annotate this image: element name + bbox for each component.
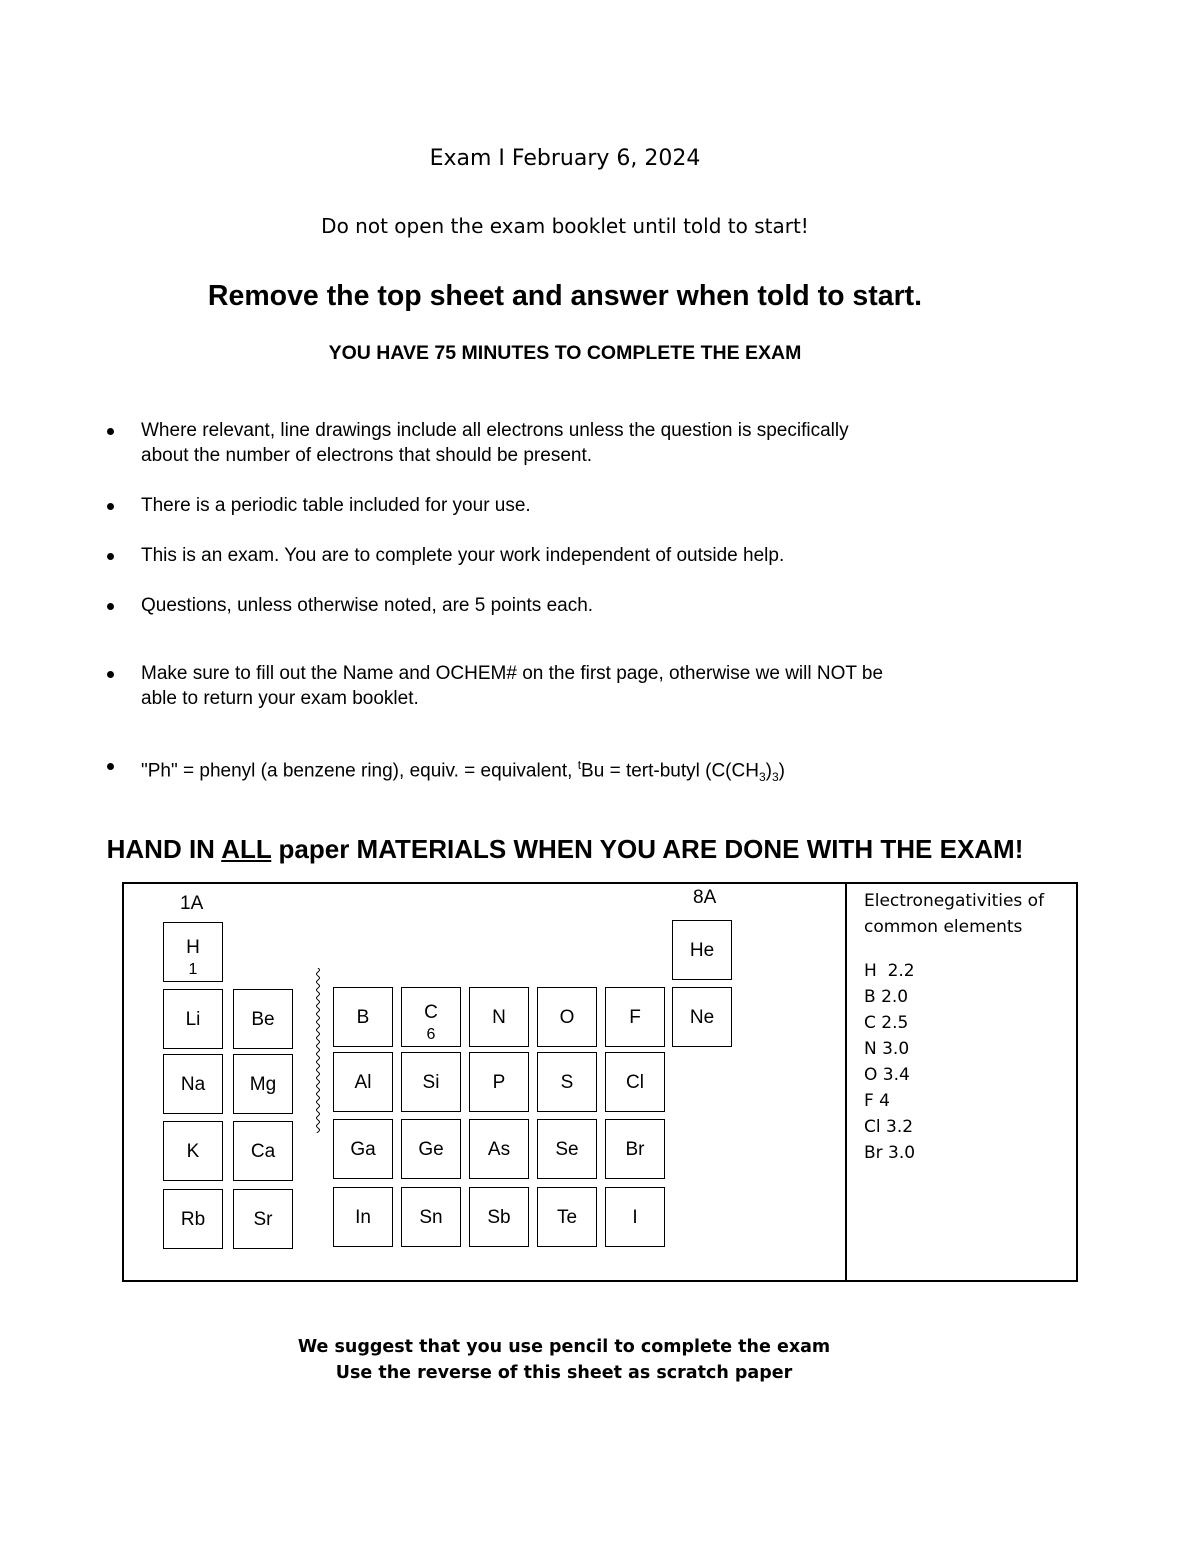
abbrev-part: Bu = tert-butyl (C(CH	[581, 760, 759, 782]
element-cell-sr	[233, 1189, 293, 1249]
element-symbol: Te	[556, 1207, 578, 1228]
instruction-item	[100, 661, 1000, 711]
electronegativity-value: C 2.5	[864, 1013, 909, 1033]
bullet-icon	[107, 763, 114, 770]
element-symbol: I	[632, 1207, 638, 1228]
bullet-icon	[107, 428, 114, 435]
instruction-text: Make sure to fill out the Name and OCHEM# on the first page, otherwise we will NOT be	[141, 663, 884, 684]
element-symbol: As	[487, 1139, 511, 1160]
electronegativity-heading: Electronegativities of	[864, 891, 1045, 911]
electronegativity-value: F 4	[864, 1091, 890, 1111]
element-symbol: In	[355, 1207, 371, 1228]
electronegativity-value: Br 3.0	[864, 1143, 916, 1163]
element-atomic-number: 1	[188, 961, 198, 978]
element-symbol: Sn	[419, 1207, 443, 1228]
element-cell-te	[537, 1187, 597, 1247]
element-cell-ge	[401, 1119, 461, 1179]
element-symbol: N	[492, 1007, 506, 1028]
element-cell-rb	[163, 1189, 223, 1249]
instruction-item	[100, 543, 1000, 568]
periodic-table-divider	[845, 882, 847, 1282]
element-symbol: Na	[180, 1074, 206, 1095]
instruction-text-continued: able to return your exam booklet.	[141, 688, 419, 709]
element-cell-i	[605, 1187, 665, 1247]
abbreviations-text	[141, 753, 1000, 790]
element-cell-he	[672, 920, 732, 980]
element-cell-sn	[401, 1187, 461, 1247]
element-symbol: Br	[625, 1139, 645, 1160]
element-cell-sb	[469, 1187, 529, 1247]
hand-in-text: paper MATERIALS WHEN YOU ARE DONE WITH THE EXAM!	[271, 834, 1024, 864]
element-symbol: Ge	[418, 1139, 444, 1160]
abbrev-part: "Ph" = phenyl (a benzene ring), equiv. = equivalent,	[141, 760, 578, 782]
element-symbol: Mg	[249, 1074, 277, 1095]
element-symbol: Sb	[487, 1207, 511, 1228]
hand-in-notice	[0, 834, 1130, 865]
element-cell-h	[163, 922, 223, 982]
electronegativity-heading: common elements	[864, 917, 1023, 937]
electronegativity-value: Cl 3.2	[864, 1117, 914, 1137]
element-symbol: Ca	[250, 1141, 276, 1162]
element-symbol: Li	[185, 1009, 201, 1030]
electronegativity-value: H 2.2	[864, 961, 915, 981]
time-limit-notice: YOU HAVE 75 MINUTES TO COMPLETE THE EXAM	[328, 342, 802, 364]
element-symbol: Ne	[689, 1007, 715, 1028]
element-cell-li	[163, 989, 223, 1049]
element-symbol: C	[424, 1002, 438, 1023]
exam-title: Exam I February 6, 2024	[429, 146, 701, 171]
element-symbol: Rb	[180, 1209, 206, 1230]
abbrev-superscript: t	[577, 758, 582, 772]
bullet-icon	[107, 671, 114, 678]
element-cell-o	[537, 987, 597, 1047]
element-symbol: B	[356, 1007, 370, 1028]
hand-in-text: HAND IN	[106, 834, 222, 864]
element-symbol: Se	[555, 1139, 579, 1160]
instruction-text: Questions, unless otherwise noted, are 5 points each.	[141, 595, 594, 616]
element-symbol: Cl	[626, 1072, 644, 1093]
instruction-text: This is an exam. You are to complete your work independent of outside help.	[141, 545, 785, 566]
element-cell-b	[333, 987, 393, 1047]
element-cell-p	[469, 1052, 529, 1112]
element-cell-mg	[233, 1054, 293, 1114]
electronegativity-value: N 3.0	[864, 1039, 910, 1059]
element-cell-na	[163, 1054, 223, 1114]
abbrev-subscript: 3	[771, 770, 779, 785]
element-cell-in	[333, 1187, 393, 1247]
element-symbol: K	[186, 1141, 200, 1162]
element-symbol: Be	[251, 1009, 275, 1030]
hand-in-underlined: ALL	[221, 834, 272, 864]
footer-scratch-note: Use the reverse of this sheet as scratch paper	[335, 1363, 793, 1383]
element-atomic-number: 6	[426, 1026, 436, 1043]
abbrev-part: )	[765, 760, 772, 782]
instruction-item	[100, 418, 1000, 468]
group-label-8a: 8A	[693, 887, 717, 908]
element-cell-f	[605, 987, 665, 1047]
do-not-open-notice: Do not open the exam booklet until told to start!	[321, 214, 809, 238]
instruction-item	[100, 593, 1000, 618]
element-cell-as	[469, 1119, 529, 1179]
periodic-table-gap-line	[313, 968, 323, 1133]
element-cell-si	[401, 1052, 461, 1112]
element-symbol: Ga	[350, 1139, 376, 1160]
remove-sheet-instruction: Remove the top sheet and answer when told to start.	[207, 280, 923, 312]
element-cell-ca	[233, 1121, 293, 1181]
element-symbol: Si	[422, 1072, 440, 1093]
element-cell-k	[163, 1121, 223, 1181]
electronegativity-panel	[864, 888, 1064, 1166]
element-cell-ga	[333, 1119, 393, 1179]
electronegativity-value: B 2.0	[864, 987, 909, 1007]
bullet-icon	[107, 553, 114, 560]
group-label-1a: 1A	[180, 893, 204, 914]
element-cell-cl	[605, 1052, 665, 1112]
element-cell-ne	[672, 987, 732, 1047]
element-symbol: O	[559, 1007, 575, 1028]
element-symbol: Sr	[253, 1209, 273, 1230]
element-symbol: P	[492, 1072, 506, 1093]
instruction-text: Where relevant, line drawings include all electrons unless the question is specifically	[141, 420, 849, 441]
instruction-item	[100, 493, 1000, 518]
element-symbol: Al	[354, 1072, 372, 1093]
element-symbol: H	[186, 937, 200, 958]
instruction-text-continued: about the number of electrons that should be present.	[141, 445, 593, 466]
element-cell-n	[469, 987, 529, 1047]
abbrev-subscript: 3	[758, 770, 766, 785]
abbrev-part: )	[778, 760, 785, 782]
element-symbol: F	[629, 1007, 641, 1028]
element-cell-al	[333, 1052, 393, 1112]
electronegativity-value: O 3.4	[864, 1065, 910, 1085]
instruction-item	[100, 753, 1000, 790]
bullet-icon	[107, 503, 114, 510]
element-symbol: He	[689, 940, 715, 961]
element-cell-be	[233, 989, 293, 1049]
bullet-icon	[107, 603, 114, 610]
electronegativity-list	[864, 958, 1064, 1166]
element-cell-s	[537, 1052, 597, 1112]
element-cell-br	[605, 1119, 665, 1179]
element-cell-c	[401, 987, 461, 1047]
element-symbol: S	[560, 1072, 574, 1093]
element-cell-se	[537, 1119, 597, 1179]
footer-pencil-note: We suggest that you use pencil to complete the exam	[297, 1337, 831, 1357]
instruction-text: There is a periodic table included for your use.	[141, 495, 531, 516]
